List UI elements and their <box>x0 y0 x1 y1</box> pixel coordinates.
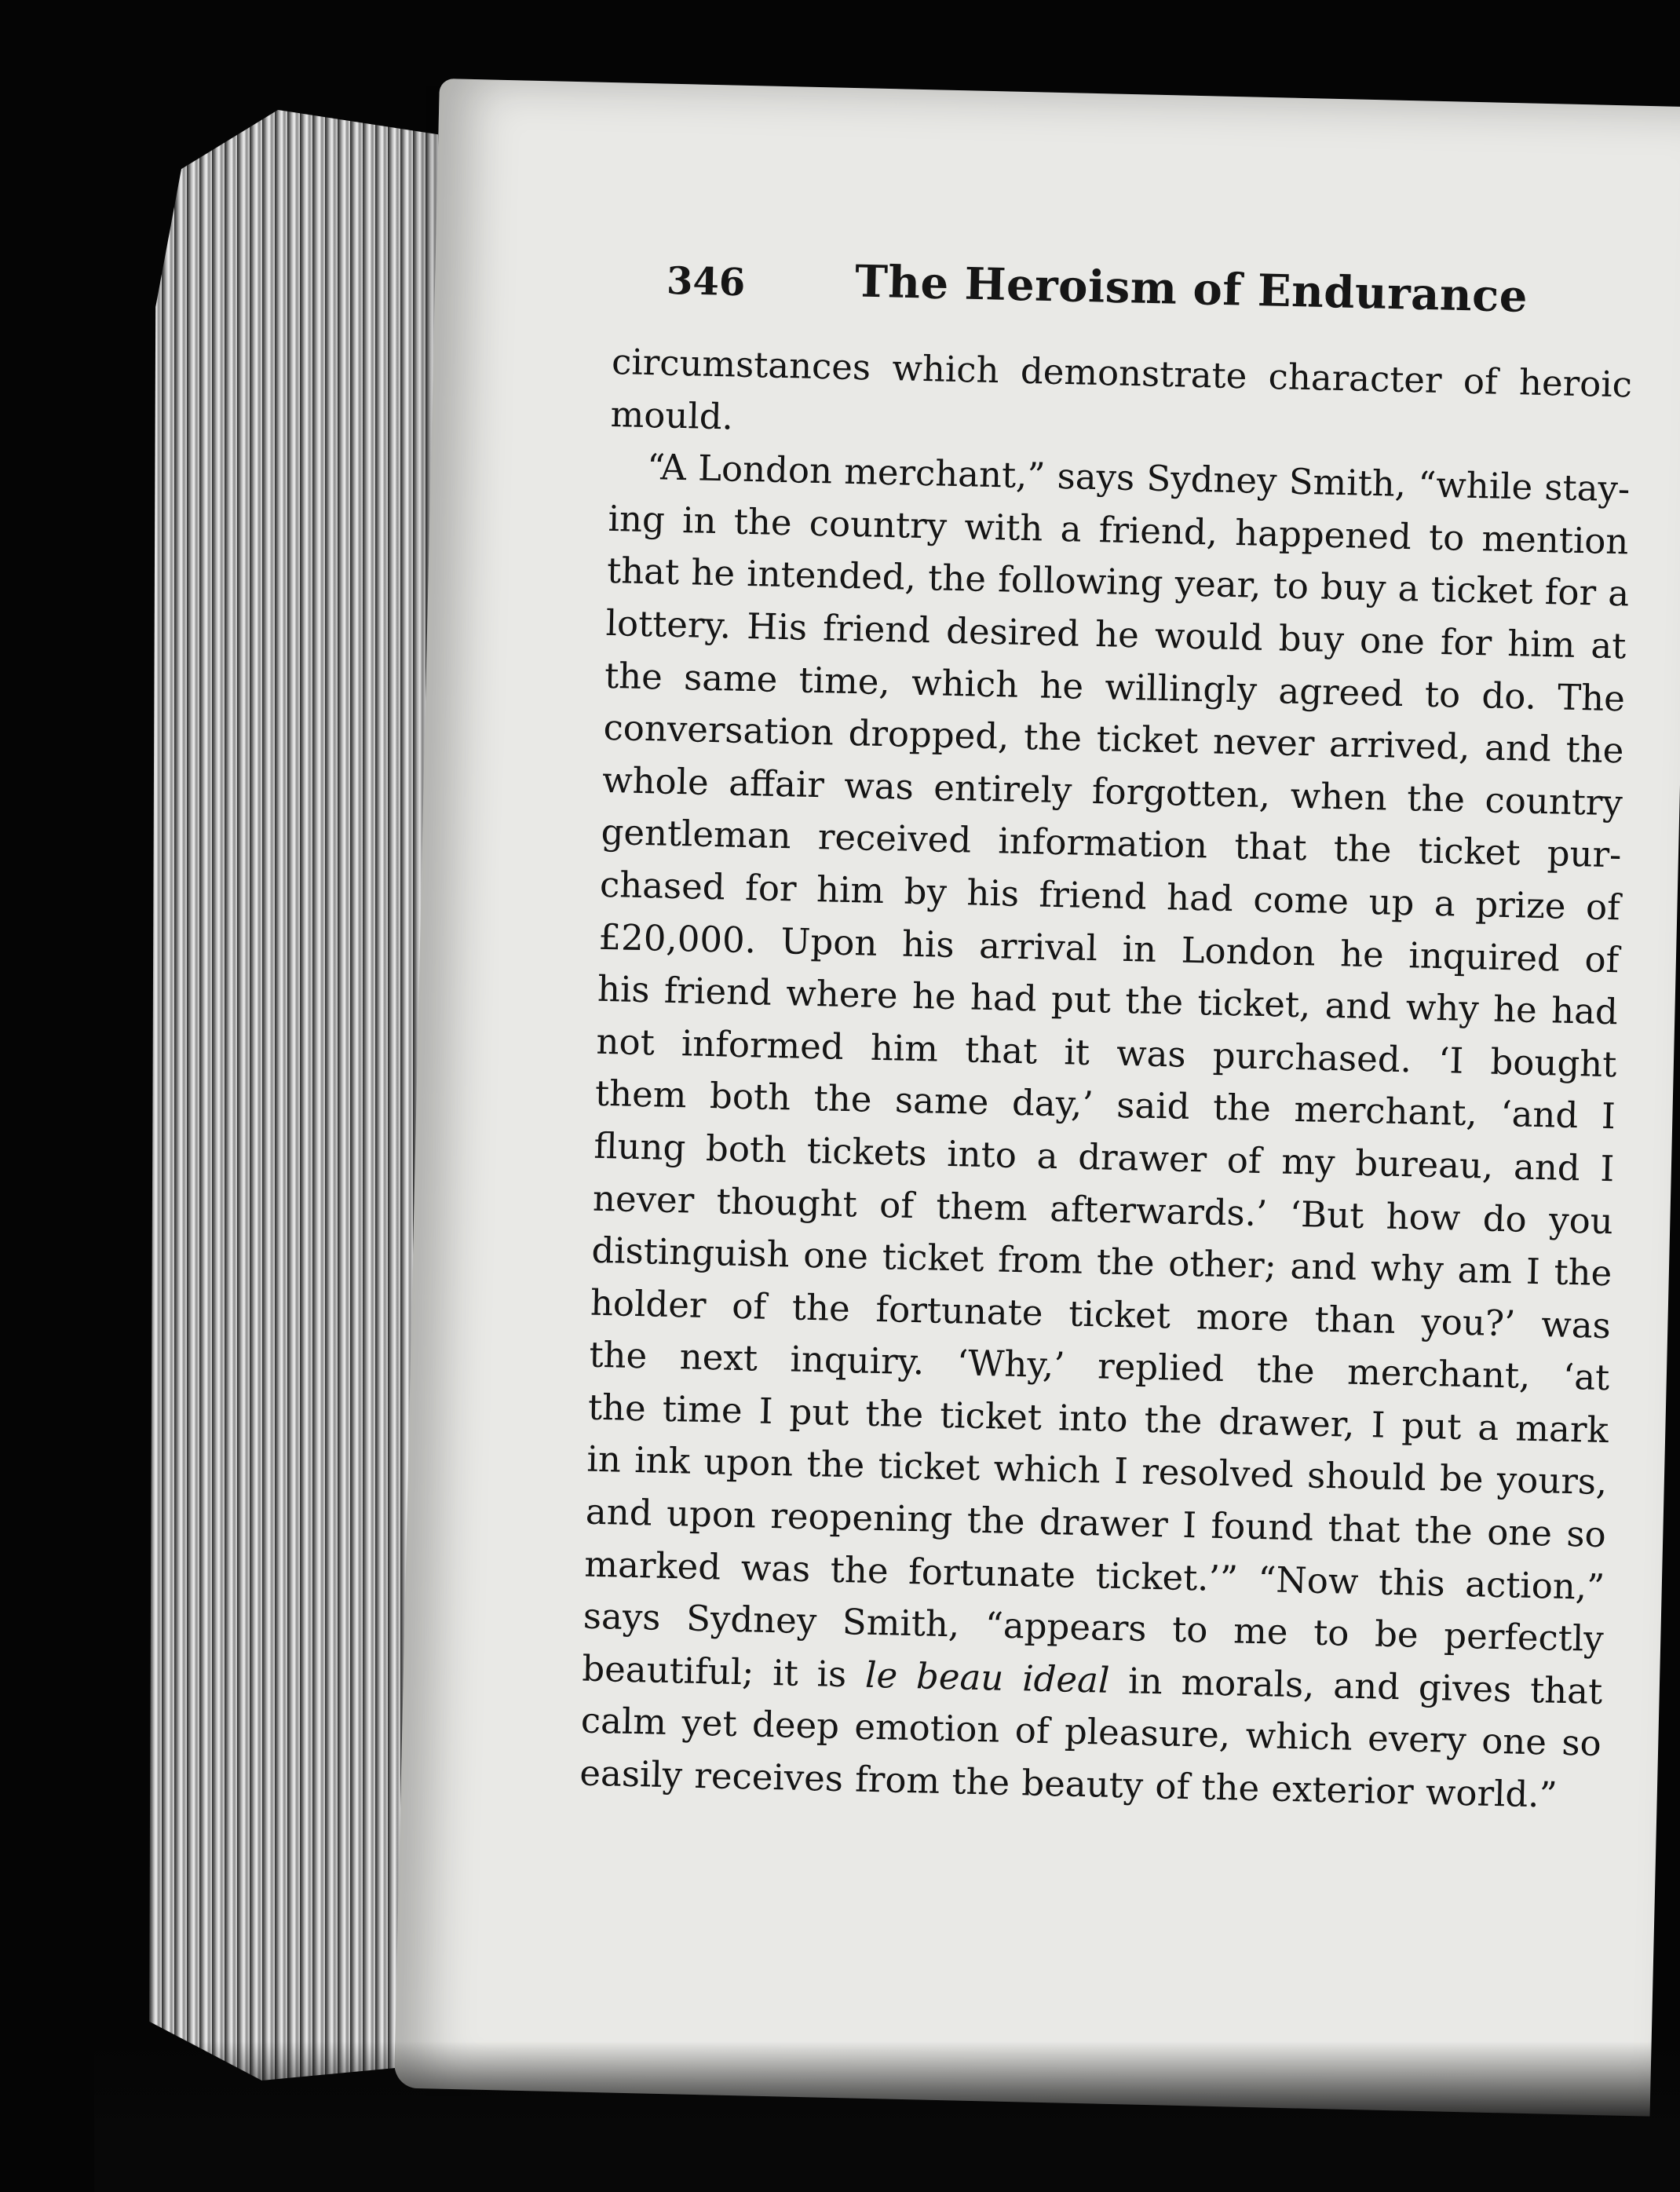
text-line: says Sydney Smith, “appears to me to be perfectly <box>583 1595 1605 1660</box>
text-line: ing in the country with a friend, happened to mention <box>608 497 1629 563</box>
text-line: not informed him that it was purchased. ‘I bought <box>596 1020 1617 1085</box>
text-line: circumstances which demonstrate character of heroic <box>611 340 1633 406</box>
text-line: whole affair was entirely forgotten, when the country <box>601 758 1623 824</box>
text-line: the time I put the ticket into the drawer, I put a mark <box>587 1386 1609 1452</box>
text-line: them both the same day,’ said the merchant, ‘and I <box>594 1072 1616 1138</box>
text-line: lottery. His friend desired he would buy one for him at <box>605 601 1627 667</box>
text-segment: in morals, and gives that <box>1127 1660 1603 1712</box>
text-line: calm yet deep emotion of pleasure, which every one so <box>580 1699 1602 1765</box>
text-line: conversation dropped, the ticket never arrived, and the <box>603 707 1624 772</box>
text-line: in ink upon the ticket which I resolved should be yours, <box>586 1438 1608 1503</box>
text-line: distinguish one ticket from the other; and why am I the <box>590 1229 1612 1295</box>
text-line: never thought of them afterwards.’ ‘But how do you <box>592 1177 1614 1242</box>
text-line: his friend where he had put the ticket, and why he had <box>597 967 1619 1033</box>
text-line: mould. <box>610 393 734 438</box>
text-line: and upon reopening the drawer I found that the one so <box>585 1490 1607 1556</box>
text-line: chased for him by his friend had come up a prize of <box>599 863 1621 929</box>
text-line: the next inquiry. ‘Why,’ replied the merchant, ‘at <box>588 1333 1610 1399</box>
text-line: gentleman received information that the ticket pur- <box>601 811 1622 876</box>
running-title: The Heroism of Endurance <box>854 255 1528 323</box>
text-line: that he intended, the following year, to buy a ticket for a <box>606 550 1630 615</box>
text-line: easily receives from the beauty of the exterior world.” <box>579 1752 1558 1816</box>
text-line: “A London merchant,” says Sydney Smith, “while stay- <box>646 446 1631 510</box>
page-number: 346 <box>666 258 746 305</box>
text-line: flung both tickets into a drawer of my bureau, and I <box>593 1124 1615 1190</box>
bottom-shadow <box>94 2041 1680 2192</box>
italic-phrase: le beau ideal <box>864 1653 1110 1701</box>
text-line: holder of the fortunate ticket more than you?’ was <box>590 1281 1612 1346</box>
text-segment: beautiful; it is <box>581 1647 847 1696</box>
text-line: the same time, which he willingly agreed to do. The <box>604 654 1626 719</box>
body-text <box>579 336 1633 1823</box>
text-line: marked was the fortunate ticket.’” “Now this action,” <box>583 1543 1605 1608</box>
text-line: £20,000. Upon his arrival in London he inquired of <box>598 915 1620 981</box>
